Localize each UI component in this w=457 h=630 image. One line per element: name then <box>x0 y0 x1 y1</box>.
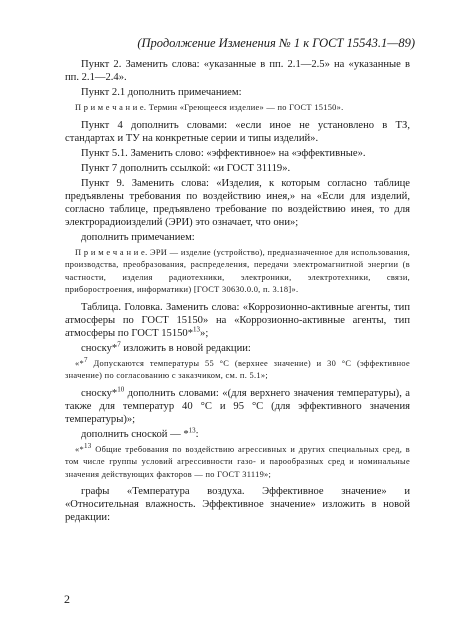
note-item-2-1 <box>65 102 410 115</box>
page-header: (Продолжение Изменения № 1 к ГОСТ 15543.1—89) <box>137 36 415 50</box>
note-item-9 <box>65 247 410 297</box>
note-text: Термин «Греющееся изделие» — по ГОСТ 15150». <box>146 103 344 112</box>
paragraph-item-5-1: Пункт 5.1. Заменить слово: «эффективное» на «эффективные». <box>81 147 366 159</box>
note-text: ЭРИ — изделие (устройство), предназначенное для использования, производства, преобразования, распределения, передачи электромагнитной энергии (в частности, изделия радиотехники, электроники, электротехники, связи, приборостроения, информатики) [ГОСТ 30630.0.0, п. 3.18]». <box>65 247 410 294</box>
document-body <box>65 58 410 526</box>
paragraph-table-head: Таблица. Головка. Заменить слова: «Коррозионно-активные агенты, тип атмосферы по ГОСТ 15150» на «Коррозионно-активные агенты, тип атмосферы по ГОСТ 15150*$^{13}$»; <box>65 301 410 339</box>
footnote-13-text: «*$^{13}$ Общие требования по воздействию агрессивных и других специальных сред, в том числе группы условий агрессивности газо- и парообразных сред и номинальные значения действующих факторов — по ГОСТ 31119»; <box>65 441 410 479</box>
paragraph-add-note: дополнить примечанием: <box>81 231 195 243</box>
paragraph-footnote-7: сноску*$^7$ изложить в новой редакции: <box>81 339 251 354</box>
note-label: П р и м е ч а н и е. <box>75 103 147 112</box>
footnote-7-text: «*$^7$ Допускаются температуры 55 °С (верхнее значение) и 30 °С (эффективное значение) по согласованию с заказчиком, см. п. 5.1»; <box>65 355 410 380</box>
note-label: П р и м е ч а н и е. <box>75 247 148 257</box>
paragraph-item-9: Пункт 9. Заменить слова: «Изделия, к которым согласно таблице предъявлены требования по воздействию инея,» на «Если для изделий, согласно таблице, предъявлено требование по воздействию инея, то для электрорадиоизделий (ЭРИ) это означает, что они»; <box>65 177 410 228</box>
paragraph-columns: графы «Температура воздуха. Эффективное значение» и «Относительная влажность. Эффективное значение» изложить в новой редакции: <box>65 486 410 523</box>
paragraph-item-7: Пункт 7 дополнить ссылкой: «и ГОСТ 31119». <box>81 162 291 174</box>
paragraph-item-2-1: Пункт 2.1 дополнить примечанием: <box>81 87 242 98</box>
paragraph-item-2: Пункт 2. Заменить слова: «указанные в пп. 2.1—2.5» на «указанные в пп. 2.1—2.4». <box>65 59 410 83</box>
page-number: 2 <box>64 592 70 606</box>
paragraph-footnote-10: сноску*$^{10}$ дополнить словами: «(для верхнего значения температуры), а также для температур 40 °С и 95 °С (для эффективного значения температуры)»; <box>65 384 410 425</box>
paragraph-item-4: Пункт 4 дополнить словами: «если иное не установлено в ТЗ, стандартах и ТУ на конкретные серии и типы изделий». <box>65 119 410 144</box>
paragraph-footnote-13: дополнить сноской — *$^{13}$: <box>81 425 199 440</box>
